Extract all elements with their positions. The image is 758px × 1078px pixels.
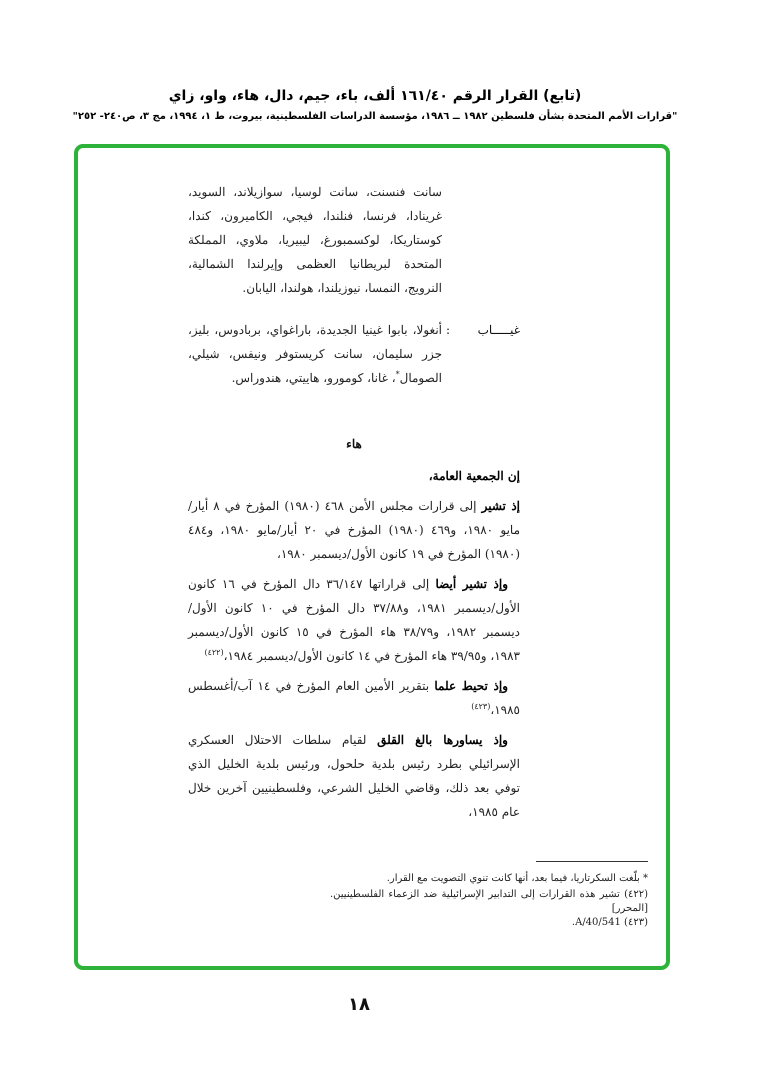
paragraph-taking-note: [188, 674, 520, 722]
absent-countries-end: ، غانا، كومورو، هاييتي، هندوراس.: [231, 371, 396, 385]
paragraph-recalling: [188, 494, 520, 566]
paragraph-lead: وإذ تشير أيضا: [435, 577, 509, 591]
absent-countries: [188, 318, 442, 390]
paragraph-text: بتقرير الأمين العام المؤرخ في ١٤ آب/أغسطس ١٩٨٥،: [188, 679, 520, 717]
resolution-body: [188, 464, 520, 830]
paragraph-concern: [188, 728, 520, 824]
paragraph-lead: إذ تشير: [481, 499, 521, 513]
footnote-star-text: * بلّغت السكرتاريا، فيما بعد، أنها كانت تنوي التصويت مع القرار.: [386, 873, 648, 884]
section-title: هاء: [346, 437, 362, 451]
running-title: (تابع) القرار الرقم ١٦١/٤٠ ألف، باء، جيم، دال، هاء، واو، زاي: [168, 88, 582, 104]
preamble-opening: [188, 464, 520, 488]
paragraph-recalling-also: [188, 572, 520, 668]
absent-countries-start: أنغولا، بابوا غينيا الجديدة، باراغواي، بربادوس، بليز، جزر سليمان، سانت كريستوفر ونيفس، شيلي، الصومال: [188, 323, 442, 385]
footnote-divider: [536, 861, 648, 862]
footnote-ref: (٤٢٢): [204, 648, 224, 657]
footnote-star: *: [395, 370, 400, 379]
preamble-opening-text: إن الجمعية العامة،: [428, 469, 520, 483]
footnote-422: (٤٢٢) تشير هذه القرارات إلى التدابير الإسرائيلية ضد الزعماء الفلسطينيين. [المحرر]: [330, 889, 648, 914]
paragraph-lead: وإذ يساورها بالغ القلق: [377, 733, 508, 747]
footnote-423: (٤٢٣) A/40/541.: [571, 917, 648, 928]
source-citation: "قرارات الأمم المتحدة بشأن فلسطين ١٩٨٢ ــ ١٩٨٦، مؤسسة الدراسات الفلسطينية، بيروت، ط ١، ١٩٩٤، مج ٣، ص٢٤٠- ٢٥٢": [72, 111, 678, 122]
paragraph-text: إلى قرارات مجلس الأمن ٤٦٨ (١٩٨٠) المؤرخ في ٨ أيار/مايو ١٩٨٠، و٤٦٩ (١٩٨٠) المؤرخ في ٢٠ أيار/مايو ١٩٨٠، و٤٨٤ (١٩٨٠) المؤرخ في ١٩ كانون الأول/ديسمبر ١٩٨٠،: [188, 499, 520, 561]
paragraph-lead: وإذ تحيط علما: [434, 679, 508, 693]
paragraph-text: إلى قراراتها ٣٦/١٤٧ دال المؤرخ في ١٦ كانون الأول/ديسمبر ١٩٨١، و٣٧/٨٨ دال المؤرخ في ١٠ كانون الأول/ديسمبر ١٩٨٢، و٣٨/٧٩ هاء المؤرخ في ١٥ كانون الأول/ديسمبر ١٩٨٣، و٣٩/٩٥ هاء المؤرخ في ١٤ كانون الأول/ديسمبر ١٩٨٤،: [188, 577, 521, 663]
absent-label: غيـــــاب: [477, 323, 520, 337]
page-number: ١٨: [348, 994, 370, 1015]
paragraph-text: لقيام سلطات الاحتلال العسكري الإسرائيلي بطرد رئيس بلدية حلحول، ورئيس بلدية الخليل الذي توفي بعد ذلك، وقاضي الخليل الشرعي، وفلسطينيين آخرين خلال عام ١٩٨٥،: [188, 733, 520, 819]
footnote-ref: (٤٢٣): [471, 702, 491, 711]
vote-separator: :: [445, 323, 451, 337]
votes-in-favor-continued: سانت فنسنت، سانت لوسيا، سوازيلاند، السويد، غرينادا، فرنسا، فنلندا، فيجي، الكاميرون، كندا، كوستاريكا، لوكسمبورغ، ليبيريا، ملاوي، المملكة المتحدة لبريطانيا العظمى وإيرلندا الشمالية، النرويج، النمسا، نيوزيلندا، هولندا، اليابان.: [188, 185, 442, 295]
